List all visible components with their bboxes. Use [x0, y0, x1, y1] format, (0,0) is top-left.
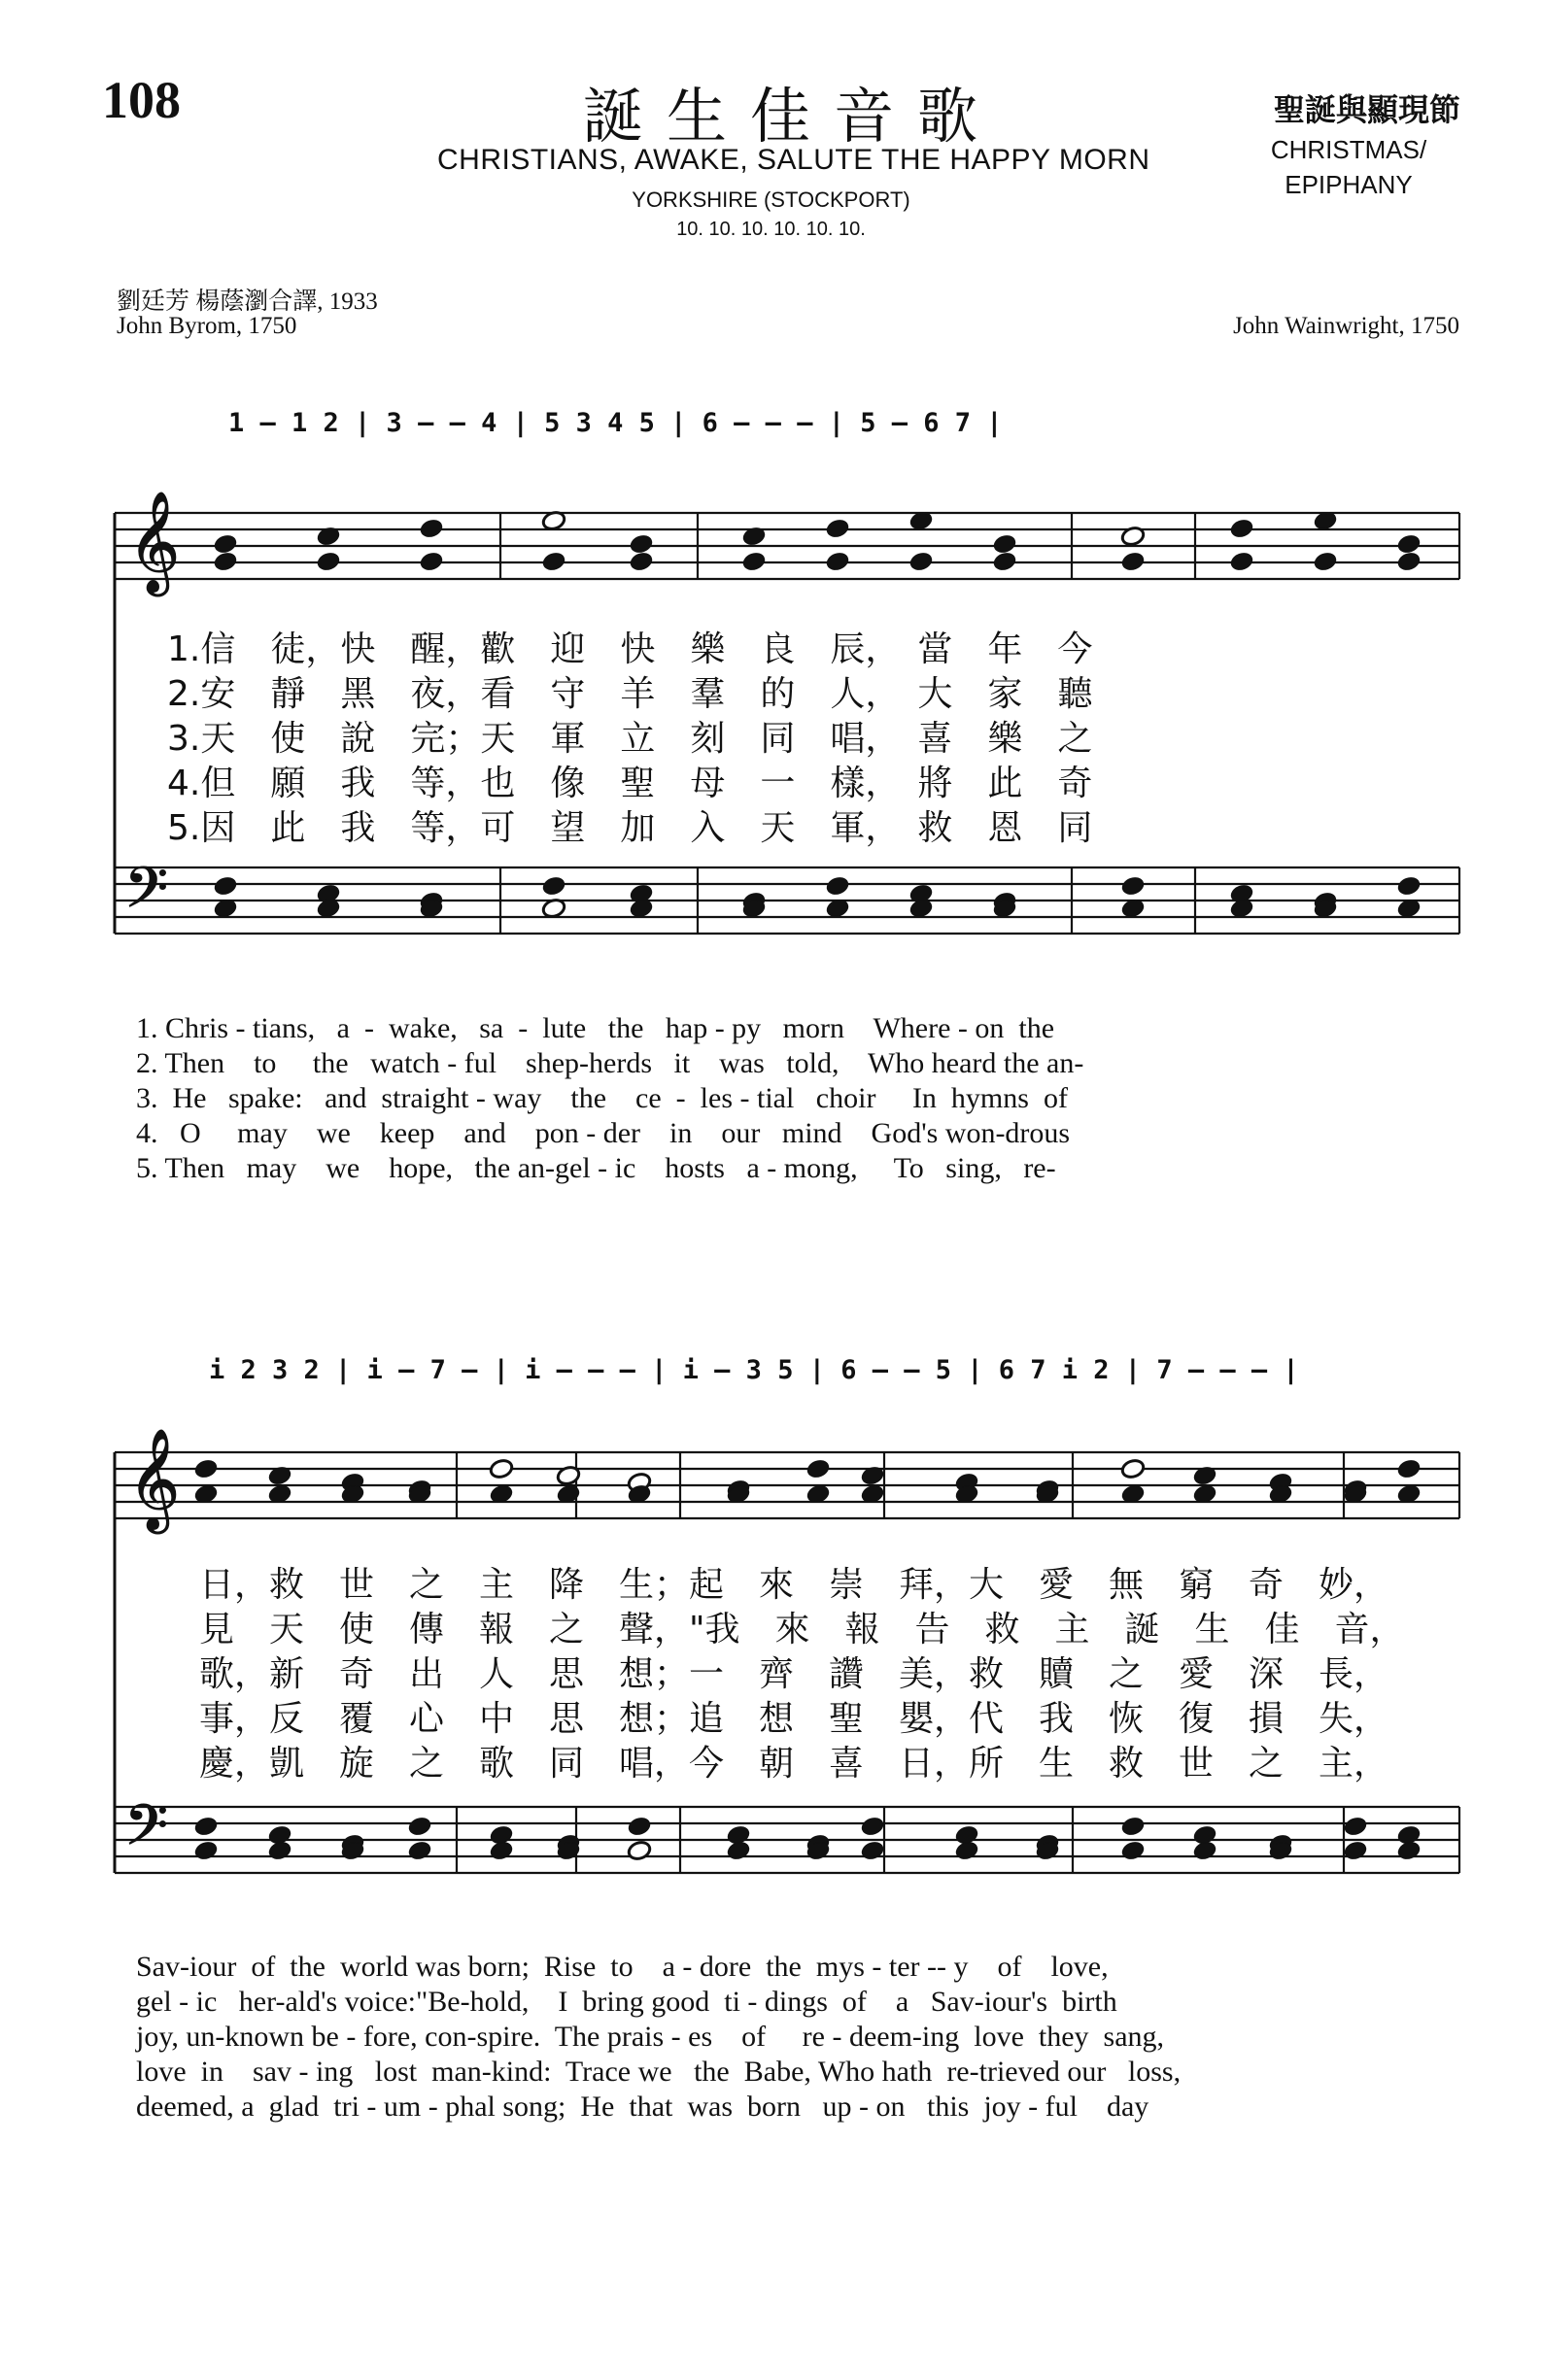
english-verse-2-4: love in sav - ing lost man-kind: Trace we the Babe, Who hath re-trieved our loss, — [136, 2056, 1182, 2088]
lyricist-credit: John Byrom, 1750 — [117, 313, 297, 339]
chinese-verse-2-4: 事，反 覆 心 中 思 想；追 想 聖 嬰，代 我 恢 復 損 失， — [199, 1699, 1389, 1739]
english-verse-1-2: 2. Then to the watch - ful shep-herds it was told, Who heard the an- — [136, 1047, 1084, 1079]
chinese-verse-2-2: 見 天 使 傳 報 之 聲，"我 來 報 告 救 主 誕 生 佳 音， — [199, 1610, 1405, 1649]
chinese-verse-2-3: 歌，新 奇 出 人 思 想；一 齊 讚 美，救 贖 之 愛 深 長， — [199, 1654, 1389, 1694]
english-verse-2-5: deemed, a glad tri - um - phal song; He that was born up - on this joy - ful day — [136, 2091, 1149, 2123]
english-verse-2-1: Sav-iour of the world was born; Rise to a - dore the mys - ter -- y of love, — [136, 1951, 1109, 1983]
composer-credit: John Wainwright, 1750 — [1233, 313, 1459, 339]
season-english-line1: CHRISTMAS/ — [1270, 135, 1427, 164]
chinese-verse-1-5: 5.因 此 我 等，可 望 加 入 天 軍， 救 恩 同 — [167, 808, 1093, 848]
hymn-number: 108 — [102, 71, 181, 129]
tune-name: YORKSHIRE (STOCKPORT) — [632, 187, 910, 212]
chinese-verse-2-5: 慶，凱 旋 之 歌 同 唱，今 朝 喜 日，所 生 救 世 之 主， — [199, 1744, 1389, 1784]
english-title: CHRISTIANS, AWAKE, SALUTE THE HAPPY MORN — [437, 144, 1150, 176]
chinese-verse-1-4: 4.但 願 我 等，也 像 聖 母 一 樣， 將 此 奇 — [167, 764, 1093, 803]
chinese-verse-1-1: 1.信 徒，快 醒，歡 迎 快 樂 良 辰， 當 年 今 — [167, 629, 1093, 669]
chinese-verse-1-3: 3.天 使 說 完；天 軍 立 刻 同 唱， 喜 樂 之 — [167, 719, 1093, 759]
svg-text:𝄞: 𝄞 — [128, 1428, 181, 1530]
svg-text:𝄢: 𝄢 — [124, 855, 169, 935]
season-chinese: 聖誕與顯現節 — [1273, 91, 1460, 128]
english-verse-1-4: 4. O may we keep and pon - der in our mind God's won-drous — [136, 1117, 1071, 1149]
english-verse-2-2: gel - ic her-ald's voice:"Be-hold, I bring good ti - dings of a Sav-iour's birth — [136, 1986, 1117, 2018]
meter: 10. 10. 10. 10. 10. 10. — [676, 219, 866, 240]
svg-text:𝄞: 𝄞 — [128, 491, 181, 593]
translator-credit: 劉廷芳 楊蔭瀏合譯, 1933 — [117, 289, 378, 315]
season-english-line2: EPIPHANY — [1285, 170, 1413, 199]
english-verse-1-1: 1. Chris - tians, a - wake, sa - lute the hap - py morn Where - on the — [136, 1012, 1055, 1044]
english-verse-1-5: 5. Then may we hope, the an-gel - ic hosts a - mong, To sing, re- — [136, 1152, 1056, 1184]
chinese-verse-2-1: 日，救 世 之 主 降 生；起 來 崇 拜，大 愛 無 窮 奇 妙， — [199, 1565, 1389, 1605]
jianpu-line-1: 1 — 1 2 | 3 — — 4 | 5 3 4 5 | 6 — — — | 5 — 6 7 | — [228, 408, 1003, 438]
english-verse-1-3: 3. He spake: and straight - way the ce - les - tial choir In hymns of — [136, 1082, 1068, 1114]
chinese-title: 誕生佳音歌 — [583, 81, 1002, 152]
jianpu-line-2: i 2 3 2 | i — 7 — | i — — — | i — 3 5 | 6 — — 5 | 6 7 i 2 | 7 — — — | — [209, 1355, 1299, 1385]
english-verse-2-3: joy, un-known be - fore, con-spire. The prais - es of re - deem-ing love they sang, — [136, 2021, 1165, 2053]
svg-text:𝄢: 𝄢 — [124, 1792, 169, 1872]
chinese-verse-1-2: 2.安 靜 黑 夜，看 守 羊 羣 的 人， 大 家 聽 — [167, 674, 1093, 714]
